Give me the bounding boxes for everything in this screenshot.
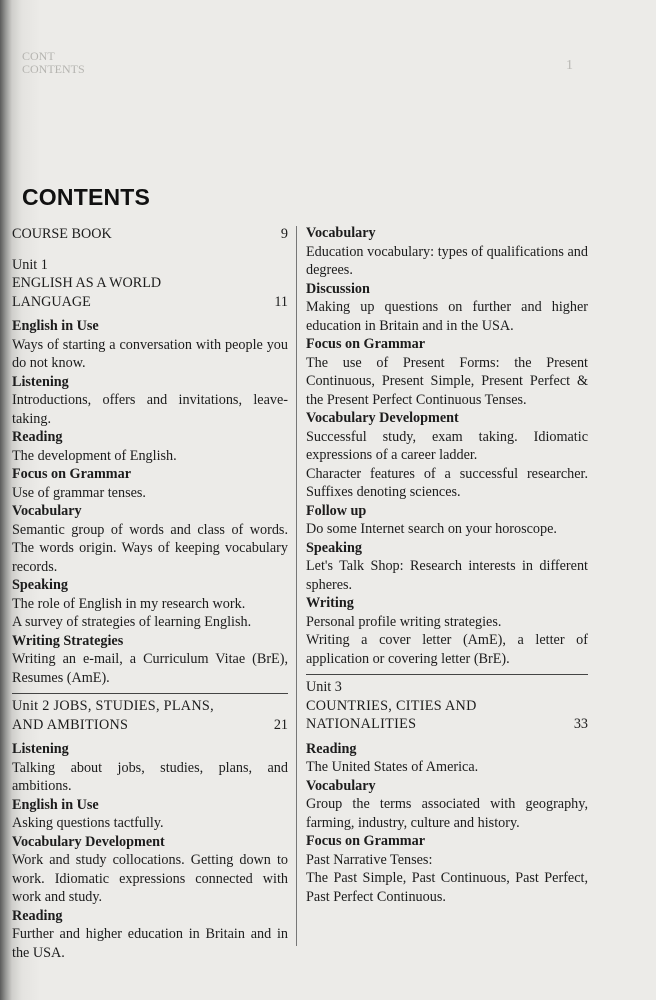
section-heading: Listening (12, 741, 69, 757)
section-text: Talking about jobs, studies, plans, and ambitions. (12, 759, 288, 794)
unit-3-section (306, 777, 588, 833)
section-heading: Focus on Grammar (306, 833, 426, 849)
right-column (306, 224, 588, 906)
section-text: Group the terms associated with geography, farming, industry, culture and history. (306, 796, 588, 831)
section-heading: English in Use (12, 796, 99, 813)
section-text: Asking questions tactfully. (12, 815, 164, 831)
unit-1-section (12, 576, 288, 632)
unit-2-section (306, 502, 588, 539)
unit-2-section (306, 409, 588, 502)
course-book-label: COURSE BOOK (12, 226, 112, 242)
unit-1-header (12, 256, 288, 312)
section-heading: Speaking (12, 577, 68, 593)
unit-1-section (12, 373, 288, 429)
section-text: Writing an e-mail, a Curriculum Vitae (BrE), Resumes (AmE). (12, 651, 288, 686)
section-text: Writing a cover letter (AmE), a letter of application or covering letter (BrE). (306, 632, 588, 667)
section-text: Successful study, exam taking. Idiomatic expressions of a career ladder. (306, 428, 588, 463)
section-text: Personal profile writing strategies. (306, 613, 502, 630)
left-column (12, 225, 288, 962)
section-heading: Writing Strategies (12, 632, 124, 649)
section-text: Do some Internet search on your horoscope. (306, 521, 557, 537)
unit-1-section (12, 428, 288, 465)
unit-3-header (306, 678, 588, 734)
unit-1-section (12, 502, 288, 576)
unit-1-title-line2: LANGUAGE (12, 293, 91, 310)
unit-2-section (12, 907, 288, 963)
unit-1-section (12, 465, 288, 502)
section-heading: Speaking (306, 539, 362, 556)
section-text: Education vocabulary: types of qualifications and degrees. (306, 243, 588, 278)
unit-2-title-line1: Unit 2 JOBS, STUDIES, PLANS, (12, 698, 214, 714)
unit-3-label: Unit 3 (306, 679, 342, 695)
section-text: A survey of strategies of learning English. (12, 614, 252, 630)
section-heading: Writing (306, 595, 354, 611)
section-heading: Reading (12, 907, 63, 924)
unit-3-section (306, 740, 588, 777)
unit-2-section (306, 539, 588, 595)
page-title: CONTENTS (22, 184, 151, 210)
section-heading: Reading (306, 740, 357, 757)
unit-2-section (306, 280, 588, 336)
unit-2-section (12, 833, 288, 907)
section-text: Let's Talk Shop: Research interests in different spheres. (306, 558, 588, 593)
section-text: Semantic group of words and class of words. The words origin. Ways of keeping vocabulary records. (12, 521, 288, 575)
unit-3-section (306, 832, 588, 906)
section-heading: Vocabulary (12, 503, 82, 519)
unit-1-title-line1: ENGLISH AS A WORLD (12, 275, 162, 291)
section-heading: Vocabulary Development (306, 410, 459, 426)
unit-3-page: 33 (573, 716, 588, 732)
unit-1-section (12, 632, 288, 688)
column-divider (296, 226, 297, 946)
section-text: Ways of starting a conversation with people you do not know. (12, 336, 288, 371)
section-heading: Vocabulary Development (12, 833, 165, 850)
section-heading: Focus on Grammar (12, 466, 132, 482)
section-text: The development of English. (12, 447, 177, 464)
section-heading: Focus on Grammar (306, 336, 426, 352)
section-text: Use of grammar tenses. (12, 484, 146, 501)
unit-3-title-line2: NATIONALITIES (306, 716, 417, 732)
unit-2-section (306, 335, 588, 409)
section-text: Further and higher education in Britain and in the USA. (12, 926, 288, 961)
bleed-through-page-number: 1 (566, 58, 573, 73)
unit-3-title-line1: COUNTRIES, CITIES AND (306, 697, 477, 714)
section-heading: Listening (12, 373, 69, 390)
section-heading: Vocabulary (306, 225, 376, 241)
unit-divider (12, 693, 288, 694)
section-text: Work and study collocations. Getting down to work. Idiomatic expressions connected with work and study. (12, 852, 288, 905)
section-heading: English in Use (12, 318, 99, 334)
section-text: Past Narrative Tenses: (306, 851, 433, 868)
section-heading: Vocabulary (306, 777, 376, 794)
section-text: Introductions, offers and invitations, leave-taking. (12, 392, 288, 427)
course-book-page: 9 (280, 226, 288, 242)
unit-1-label: Unit 1 (12, 256, 48, 273)
unit-2-header (12, 697, 288, 734)
section-text: Making up questions on further and higher education in Britain and in the USA. (306, 299, 588, 334)
unit-2-section (12, 740, 288, 796)
unit-2-page: 21 (273, 716, 288, 733)
section-heading: Discussion (306, 280, 370, 297)
section-text: Character features of a successful researcher. Suffixes denoting sciences. (306, 465, 588, 500)
unit-2-section (12, 796, 288, 833)
unit-divider (306, 674, 588, 675)
course-book-entry (12, 225, 288, 244)
section-text: The Past Simple, Past Continuous, Past Perfect, Past Perfect Continuous. (306, 870, 588, 905)
unit-1-page: 11 (274, 293, 288, 310)
unit-1-section (12, 317, 288, 373)
section-heading: Reading (12, 429, 63, 445)
unit-2-section (306, 594, 588, 668)
unit-2-title-line2: AND AMBITIONS (12, 716, 129, 733)
section-text: The use of Present Forms: the Present Continuous, Present Simple, Present Perfect & the Present Perfect Continuous Tenses. (306, 354, 588, 408)
unit-2-section (306, 224, 588, 280)
bleed-through-text: CONT CONTENTS (22, 49, 85, 76)
section-text: The role of English in my research work. (12, 595, 246, 612)
section-text: The United States of America. (306, 759, 479, 775)
section-heading: Follow up (306, 502, 367, 519)
